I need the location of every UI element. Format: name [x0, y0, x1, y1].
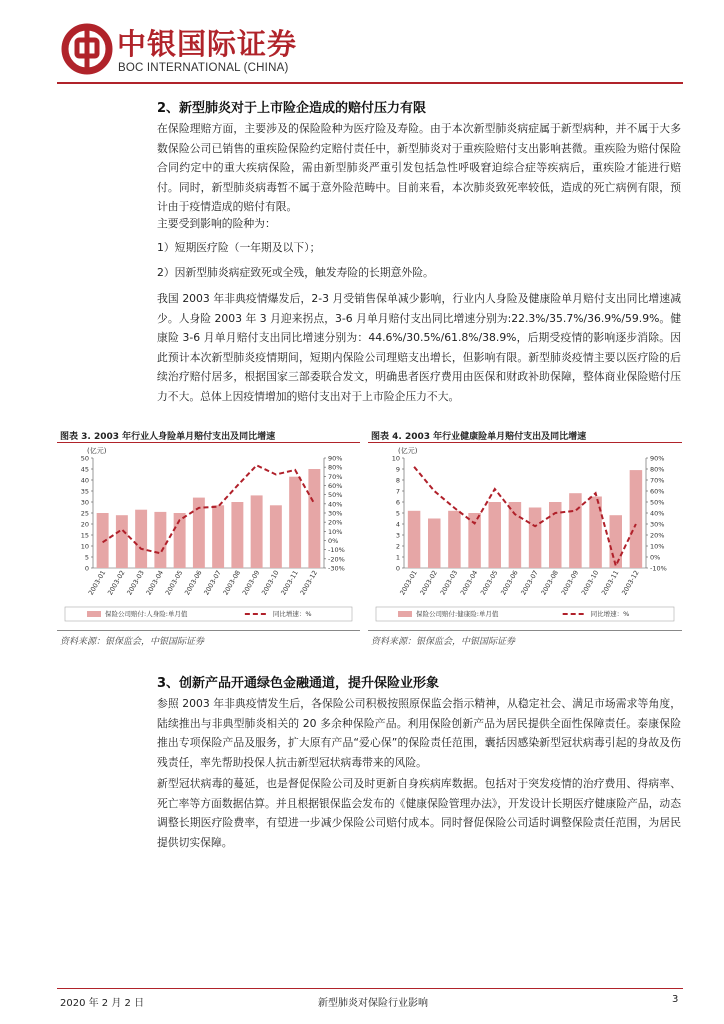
- figure-3-left-tick-label: 30: [80, 498, 89, 507]
- figure-3-title: 图表 3. 2003 年行业人身险单月赔付支出及同比增速: [60, 432, 276, 442]
- section-2-paragraph-2: 主要受到影响的险种为：: [157, 217, 276, 230]
- section-3-title: 3、创新产品开通绿色金融通道，提升保险业形象: [157, 676, 440, 691]
- figure-4-category-label: 2003-02: [418, 569, 439, 597]
- figure-4-left-tick-label: 0: [395, 564, 400, 573]
- figure-3-bar: [116, 515, 128, 568]
- figure-4-right-tick-label: 70%: [650, 476, 665, 485]
- figure-4-category-label: 2003-04: [458, 569, 480, 597]
- page-number: 3: [672, 994, 679, 1005]
- figure-4-left-tick-label: 5: [395, 509, 400, 518]
- figure-3-right-tick-label: 60%: [328, 482, 343, 490]
- figure-4-bar: [609, 515, 622, 568]
- figure-3-source: 资料来源：银保监会，中银国际证券: [60, 637, 205, 647]
- figure-4-bar: [468, 513, 481, 568]
- figure-3-right-tick-label: 40%: [328, 500, 343, 509]
- figure-3-growth-line: [103, 465, 315, 553]
- figure-4-bar: [448, 511, 461, 568]
- figure-4-left-tick-label: 3: [395, 531, 400, 540]
- figure-4-left-tick-label: 9: [395, 465, 400, 474]
- section-2-title: 2、新型肺炎对于上市险企造成的赔付压力有限: [157, 101, 427, 116]
- figure-4-right-tick-label: 0%: [650, 553, 661, 562]
- figure-4-right-tick-label: 10%: [650, 542, 665, 551]
- section-2-item-1: 1）短期医疗险（一年期及以下）；: [157, 241, 321, 254]
- figure-3-right-tick-label: 0%: [328, 537, 339, 545]
- figure-3-category-label: 2003-11: [279, 569, 300, 597]
- figure-4-category-label: 2003-11: [599, 569, 621, 597]
- figure-4-bar: [569, 493, 582, 568]
- figure-3-bar: [270, 505, 282, 568]
- figure-3-left-tick-label: 50: [80, 454, 89, 463]
- figure-3-left-tick-label: 35: [80, 487, 89, 496]
- section-3-paragraph-2: 新型冠状病毒的蔓延，也是督促保险公司及时更新自身疾病库数据。包括对于突发疫情的治疗费用、得病率、死亡率等方面数据估算。并且根据银保监会发布的《健康保险管理办法》，开发设计长期医疗健康险产品，动态调整长期医疗险费率，有望进一步减少保险公司赔付成本。同时督促保险公司适时调整保险责任范围，为居民提供切实保障。: [157, 777, 681, 849]
- figure-3-unit-label: (亿元): [87, 447, 107, 455]
- section-2-paragraph-3: 我国 2003 年非典疫情爆发后，2-3 月受销售保单减少影响，行业内人身险及健康险单月赔付支出同比增速减少。人身险 2003 年 3 月迎来拐点，3-6 月单月赔付支出同比增速分别为:22.3%/35.7%/36.9%/59.9%。健康险 3-6 月单月赔付支出同比增速分别为：44.6%/30.5%/61.8%/38.9%，后期受疫情的影响逐步消除。因此预计本次新型肺炎疫情期间，短期内保险公司理赔支出增长，但影响有限。新型肺炎疫情主要以医疗险的后续治疗赔付居多，根据国家三部委联合发文，明确患者医疗费用由医保和财政补助保障，整体商业保险赔付压力不大。总体上因疫情增加的赔付支出对于上市险企压力不大。: [157, 292, 681, 403]
- figure-3-right-tick-label: -10%: [328, 546, 345, 555]
- figure-4-bar: [549, 502, 562, 568]
- figure-3-category-label: 2003-09: [240, 569, 262, 597]
- figure-3-left-tick-label: 0: [84, 564, 89, 573]
- figure-3-right-tick-label: -20%: [328, 555, 345, 564]
- figure-3-bar: [212, 505, 224, 568]
- figure-3-right-tick-label: -30%: [328, 564, 345, 573]
- figure-4-legend-bar-label: 保险公司赔付:健康险:单月值: [416, 610, 499, 618]
- figure-3-left-tick-label: 25: [80, 509, 89, 518]
- figure-3-right-tick-label: 30%: [328, 509, 343, 518]
- figure-4-right-tick-label: -10%: [650, 564, 667, 573]
- figure-4-left-tick-label: 2: [395, 542, 400, 551]
- figure-4-bar: [408, 511, 421, 568]
- figure-4-left-tick-label: 6: [395, 498, 400, 507]
- figure-4-category-label: 2003-08: [539, 569, 560, 597]
- footer-date: 2020 年 2 月 2 日: [60, 998, 145, 1009]
- figure-4-legend-bar-swatch: [398, 611, 412, 617]
- figure-4-title: 图表 4. 2003 年行业健康险单月赔付支出及同比增速: [371, 432, 587, 442]
- figure-3-legend-bar-swatch: [87, 611, 101, 617]
- header-rule: [57, 82, 683, 84]
- figure-4-right-tick-label: 80%: [650, 465, 665, 474]
- figure-4-left-tick-label: 4: [395, 520, 400, 529]
- figure-3-chart: [57, 444, 360, 630]
- figure-3-bar: [251, 495, 263, 568]
- boc-logo: [61, 23, 113, 75]
- figure-3-bar: [135, 510, 147, 568]
- figure-4-bottom-rule: [368, 630, 682, 631]
- figure-4-right-tick-label: 40%: [650, 509, 665, 518]
- figure-3-right-tick-label: 70%: [328, 472, 343, 481]
- figure-4-right-tick-label: 90%: [650, 454, 665, 463]
- figure-4-left-tick-label: 8: [395, 476, 400, 485]
- figure-3-right-tick-label: 10%: [328, 527, 343, 536]
- figure-4-bar: [509, 502, 522, 568]
- brand-name-cn: 中银国际证券: [117, 27, 298, 61]
- figure-4-bar: [428, 519, 441, 569]
- figure-4-right-tick-label: 50%: [650, 498, 665, 507]
- figure-4-bar: [529, 508, 542, 569]
- section-2-paragraph-1: 在保险理赔方面，主要涉及的保险险种为医疗险及寿险。由于本次新型肺炎病症属于新型病种，并不属于大多数保险公司已销售的重疾险保险约定赔付责任中，新型肺炎对于重疾险赔付支出影响甚微。重疾险为赔付保险合同约定中的重大疾病保险，需由新型肺炎严重引发包括急性呼吸窘迫综合症等疾病后，重疾险才能进行赔付。同时，新型肺炎病毒暂不属于意外险范畴中。目前来看，本次肺炎致死率较低，造成的死亡病例有限，预计由于疫情造成的赔付有限。: [157, 122, 681, 213]
- figure-4-left-tick-label: 7: [395, 487, 400, 496]
- footer-rule: [57, 988, 683, 989]
- brand-name-en: BOC INTERNATIONAL (CHINA): [118, 62, 289, 74]
- figure-3-bar: [231, 502, 243, 568]
- figure-3-category-label: 2003-12: [298, 569, 320, 597]
- figure-3-right-tick-label: 50%: [328, 491, 343, 500]
- figure-4-top-rule: [368, 442, 682, 443]
- figure-3-left-tick-label: 5: [84, 553, 89, 562]
- figure-3-category-label: 2003-08: [221, 569, 243, 597]
- figure-3-category-label: 2003-01: [86, 569, 108, 597]
- figure-3-bar: [154, 512, 166, 568]
- figure-3-left-tick-label: 10: [80, 542, 89, 551]
- figure-3-right-tick-label: 90%: [328, 454, 343, 463]
- figure-3-bar: [289, 477, 301, 568]
- figure-4-category-label: 2003-10: [579, 569, 601, 597]
- figure-3-bottom-rule: [57, 630, 360, 631]
- figure-4-right-tick-label: 20%: [650, 531, 665, 540]
- figure-4-source: 资料来源：银保监会，中银国际证券: [371, 637, 516, 647]
- figure-4-bar: [488, 502, 501, 568]
- figure-4-left-tick-label: 10: [391, 454, 400, 463]
- figure-4-legend-line-label: 同比增速：%: [590, 610, 630, 618]
- figure-3-right-tick-label: 20%: [328, 518, 343, 527]
- figure-3-category-label: 2003-07: [202, 569, 223, 597]
- figure-4-right-tick-label: 60%: [650, 487, 665, 496]
- figure-3-category-label: 2003-05: [163, 569, 185, 597]
- figure-3-left-tick-label: 40: [80, 476, 89, 485]
- figure-4-category-label: 2003-09: [559, 569, 581, 597]
- figure-3-left-tick-label: 15: [80, 531, 89, 540]
- figure-3-category-label: 2003-10: [260, 569, 281, 597]
- figure-3-left-tick-label: 45: [80, 465, 89, 474]
- figure-4-category-label: 2003-07: [519, 569, 540, 597]
- figure-4-category-label: 2003-03: [438, 569, 460, 597]
- figure-4-growth-line: [414, 467, 636, 566]
- figure-4-chart: [368, 444, 682, 630]
- figure-4-left-tick-label: 1: [395, 553, 400, 562]
- figure-4-right-tick-label: 30%: [650, 520, 665, 529]
- figure-3-legend-line-label: 同比增速：%: [272, 610, 312, 618]
- footer-title: 新型肺炎对保险行业影响: [318, 998, 428, 1009]
- section-2-item-2: 2）因新型肺炎病症致死或全残，触发寿险的长期意外险。: [157, 266, 434, 279]
- figure-4-category-label: 2003-06: [499, 569, 520, 597]
- figure-3-bar: [308, 469, 320, 568]
- figure-4-unit-label: (亿元): [398, 447, 418, 455]
- figure-3-category-label: 2003-03: [125, 569, 146, 597]
- figure-3-category-label: 2003-04: [144, 569, 166, 597]
- figure-3-left-tick-label: 20: [80, 520, 89, 529]
- figure-4-category-label: 2003-12: [620, 569, 641, 597]
- figure-3-category-label: 2003-06: [183, 569, 204, 597]
- figure-3-top-rule: [57, 442, 360, 443]
- figure-3-category-label: 2003-02: [106, 569, 127, 597]
- figure-4-category-label: 2003-05: [478, 569, 500, 597]
- figure-3-legend-bar-label: 保险公司赔付:人身险:单月值: [105, 610, 188, 618]
- section-3-paragraph-1: 参照 2003 年非典疫情发生后，各保险公司积极按照原保监会指示精神，从稳定社会、满足市场需求等角度，陆续推出与非典型肺炎相关的 20 多余种保险产品。利用保险创新产品为居民提供全面性保障责任。泰康保险推出专项保险产品及服务，扩大原有产品“爱心保”的保险责任范围，囊括因感染新型冠状病毒引起的身故及伤残责任，率先帮助投保人抗击新型冠状病毒带来的风险。: [157, 697, 681, 769]
- figure-4-category-label: 2003-01: [398, 569, 419, 597]
- figure-4-bar: [630, 470, 643, 568]
- figure-3-right-tick-label: 80%: [328, 463, 343, 472]
